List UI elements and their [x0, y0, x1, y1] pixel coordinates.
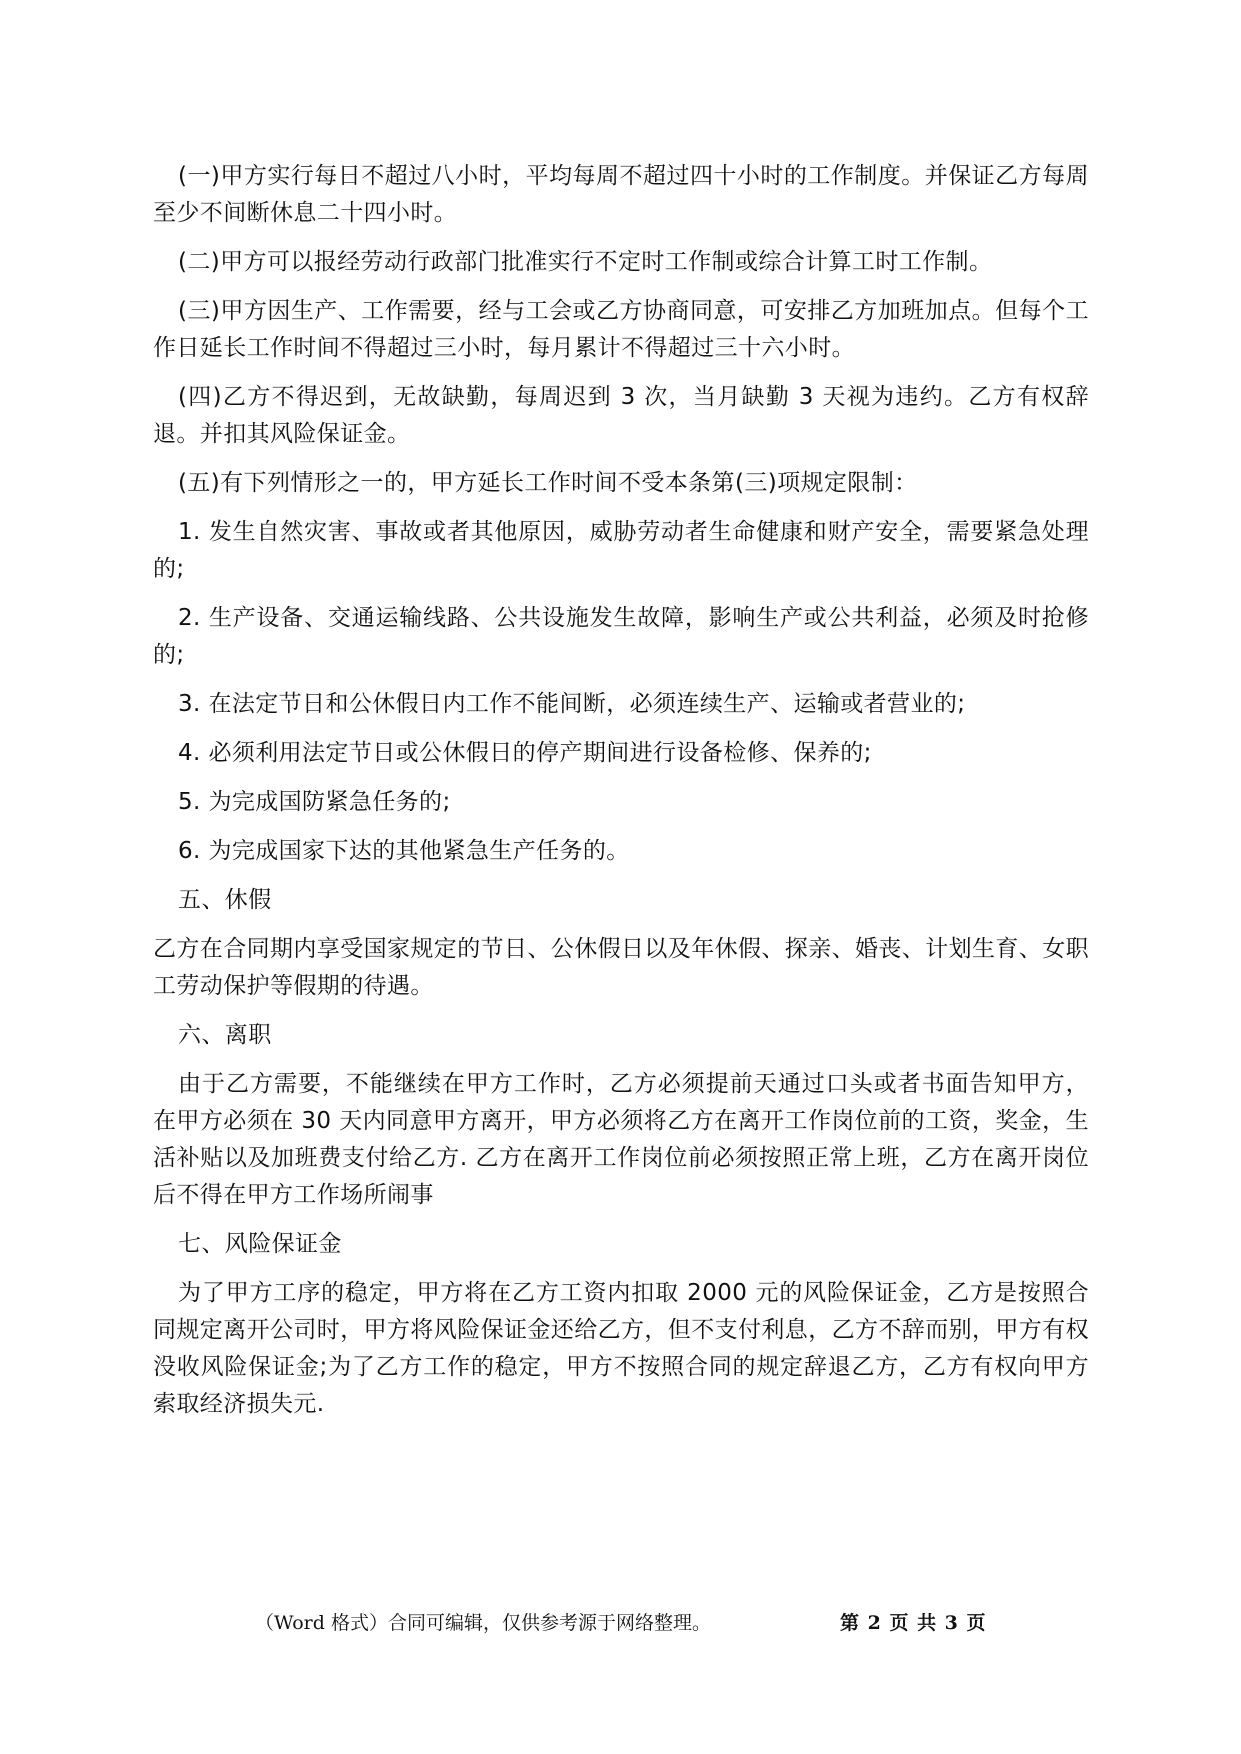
paragraph-work-hours: (一)甲方实行每日不超过八小时，平均每周不超过四十小时的工作制度。并保证乙方每周至少不间断休息二十四小时。 — [153, 163, 1089, 226]
paragraph-overtime: (三)甲方因生产、工作需要，经与工会或乙方协商同意，可安排乙方加班加点。但每个工作日延长工作时间不得超过三小时，每月累计不得超过三十六小时。 — [153, 298, 1089, 361]
page-number: 第 2 页 共 3 页 — [840, 1612, 987, 1634]
list-item-5: 5. 为完成国防紧急任务的; — [178, 789, 451, 815]
paragraph-attendance: (四)乙方不得迟到，无故缺勤，每周迟到 3 次，当月缺勤 3 天视为违约。乙方有权辞退。并扣其风险保证金。 — [153, 384, 1089, 447]
section-heading-leave: 五、休假 — [178, 887, 272, 913]
footer-note: （Word 格式）合同可编辑，仅供参考源于网络整理。 — [255, 1612, 711, 1634]
paragraph-resignation: 由于乙方需要，不能继续在甲方工作时，乙方必须提前天通过口头或者书面告知甲方，在甲方必须在 30 天内同意甲方离开，甲方必须将乙方在离开工作岗位前的工资，奖金，生活补贴以及加班费支付给乙方. 乙方在离开工作岗位前必须按照正常上班，乙方在离开岗位后不得在甲方工作场所闹事 — [153, 1071, 1089, 1208]
list-item-4: 4. 必须利用法定节日或公休假日的停产期间进行设备检修、保养的; — [178, 740, 872, 766]
paragraph-flexible-hours: (二)甲方可以报经劳动行政部门批准实行不定时工作制或综合计算工时工作制。 — [178, 249, 993, 275]
list-item-3: 3. 在法定节日和公休假日内工作不能间断，必须连续生产、运输或者营业的; — [178, 691, 966, 717]
page-footer — [0, 1608, 1241, 1638]
list-item-6: 6. 为完成国家下达的其他紧急生产任务的。 — [178, 838, 630, 864]
list-item-1: 1. 发生自然灾害、事故或者其他原因，威胁劳动者生命健康和财产安全，需要紧急处理的; — [153, 519, 1089, 582]
paragraph-exceptions: (五)有下列情形之一的，甲方延长工作时间不受本条第(三)项规定限制： — [178, 470, 918, 496]
section-heading-resignation: 六、离职 — [178, 1022, 272, 1048]
list-item-2: 2. 生产设备、交通运输线路、公共设施发生故障，影响生产或公共利益，必须及时抢修的; — [153, 605, 1089, 668]
document-body — [153, 158, 1089, 1435]
paragraph-deposit: 为了甲方工序的稳定，甲方将在乙方工资内扣取 2000 元的风险保证金，乙方是按照合同规定离开公司时，甲方将风险保证金还给乙方，但不支付利息，乙方不辞而别，甲方有权没收风险保证金;为了乙方工作的稳定，甲方不按照合同的规定辞退乙方，乙方有权向甲方索取经济损失元. — [153, 1280, 1089, 1417]
paragraph-leave: 乙方在合同期内享受国家规定的节日、公休假日以及年休假、探亲、婚丧、计划生育、女职工劳动保护等假期的待遇。 — [153, 936, 1089, 999]
section-heading-deposit: 七、风险保证金 — [178, 1231, 342, 1257]
